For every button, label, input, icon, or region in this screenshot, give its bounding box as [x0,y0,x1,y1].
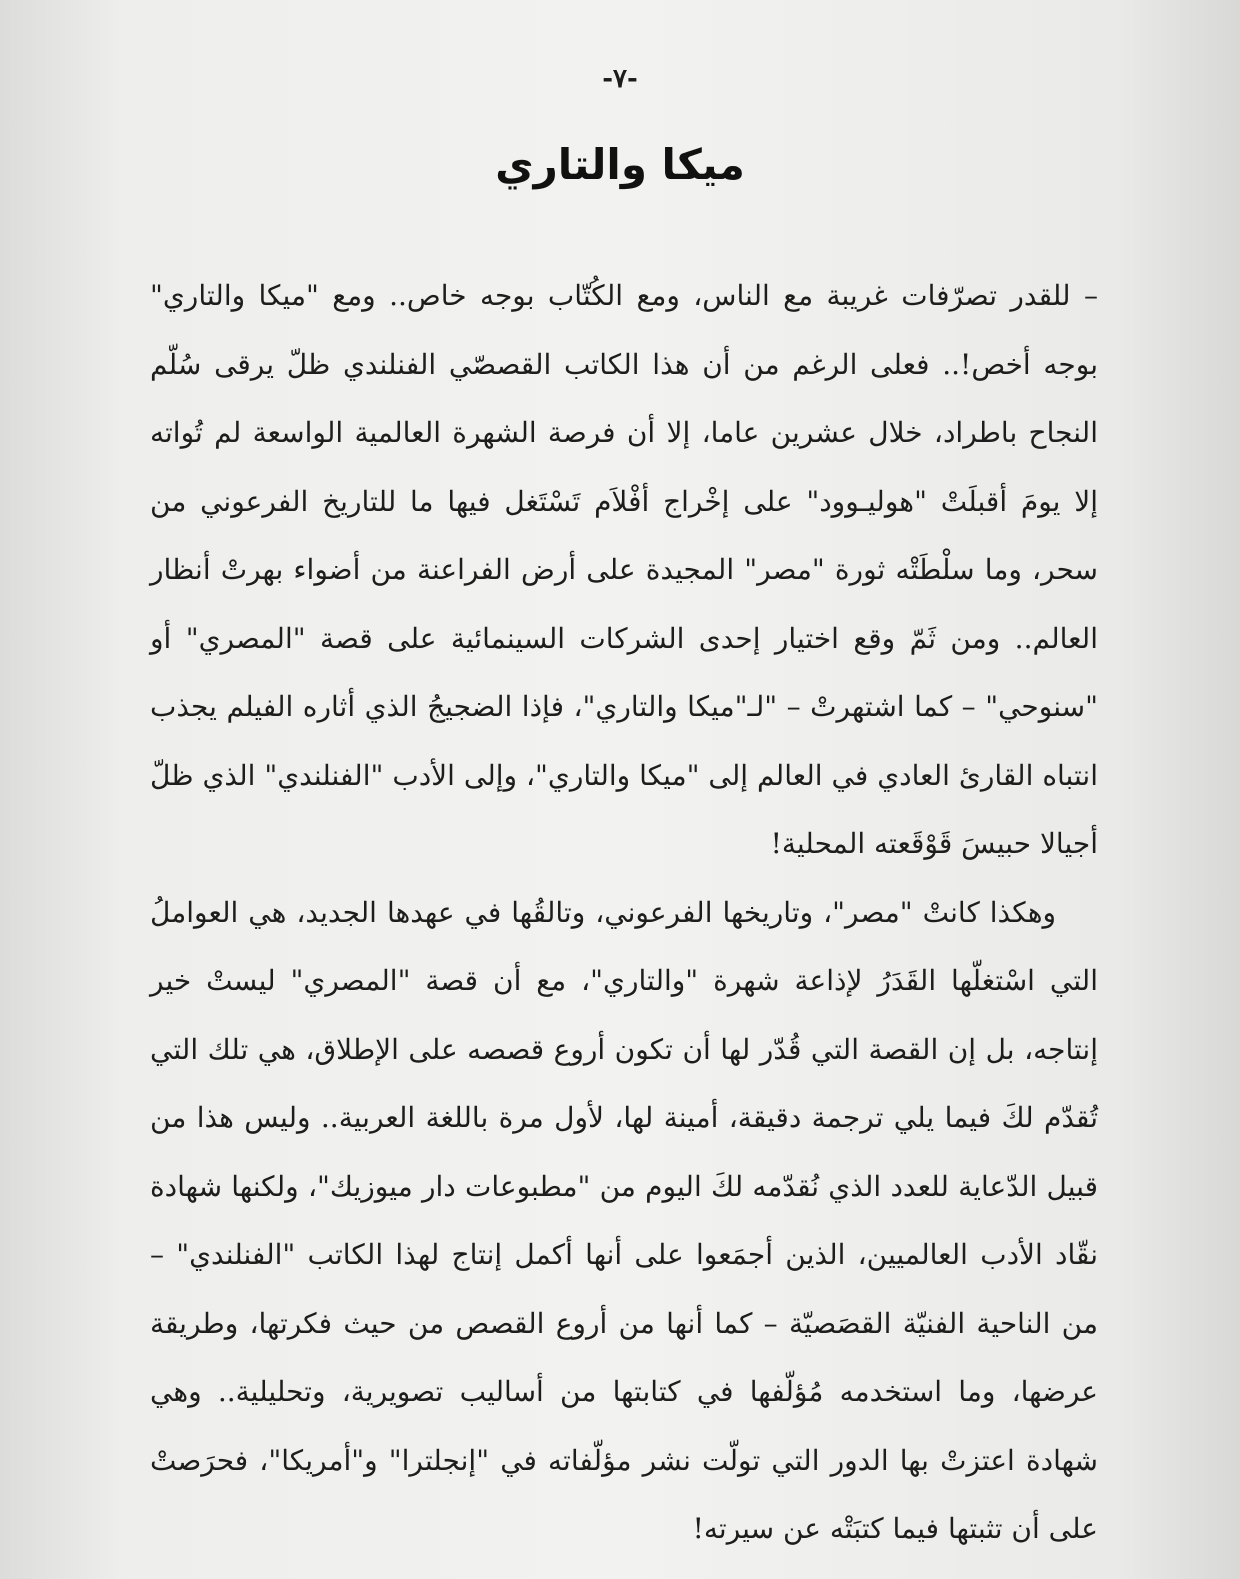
page-number: -٧- [602,64,638,94]
chapter-title: ميكا والتاري [495,140,745,189]
body-text [150,262,1098,1564]
paragraph-2: وهكذا كانتْ "مصر"، وتاريخها الفرعوني، وتالقُها في عهدها الجديد، هي العواملُ التي اسْتغلّها القَدَرُ لإذاعة شهرة "والتاري"، مع أن قصة "المصري" ليستْ خير إنتاجه، بل إن القصة التي قُدّر لها أن تكون أروع قصصه على الإطلاق، هي تلك التي تُقدّم لكَ فيما يلي ترجمة دقيقة، أمينة لها، لأول مرة باللغة العربية.. وليس هذا من قبيل الدّعاية للعدد الذي نُقدّمه لكَ اليوم من "مطبوعات دار ميوزيك"، ولكنها شهادة نقّاد الأدب العالميين، الذين أجمَعوا على أنها أكمل إنتاج لهذا الكاتب "الفنلندي" – من الناحية الفنيّة القصَصيّة – كما أنها من أروع القصص من حيث فكرتها، وطريقة عرضها، وما استخدمه مُؤلّفها في كتابتها من أساليب تصويرية، وتحليلية.. وهي شهادة اعتزتْ بها الدور التي تولّت نشر مؤلّفاته في "إنجلترا" و"أمريكا"، فحرَصتْ على أن تثبتها فيما كتبَتْه عن سيرته! [150,895,1098,1545]
paragraph-1: – للقدر تصرّفات غريبة مع الناس، ومع الكُتّاب بوجه خاص.. ومع "ميكا والتاري" بوجه أخص!.. فعلى الرغم من أن هذا الكاتب القصصّي الفنلندي ظلّ يرقى سُلّم النجاح باطراد، خلال عشرين عاما، إلا أن فرصة الشهرة العالمية الواسعة لم تُواته إلا يومَ أقبلَتْ "هوليـوود" على إخْراج أفْلاَم تَسْتَغل فيها ما للتاريخ الفرعوني من سحر، وما سلْطَتْه ثورة "مصر" المجيدة على أرض الفراعنة من أضواء بهرتْ أنظار العالم.. ومن ثَمّ وقع اختيار إحدى الشركات السينمائية على قصة "المصري" أو "سنوحي" – كما اشتهرتْ – "لـ"ميكا والتاري"، فإذا الضجيجُ الذي أثاره الفيلم يجذب انتباه القارئ العادي في العالم إلى "ميكا والتاري"، وإلى الأدب "الفنلندي" الذي ظلّ أجيالا حبيسَ قَوْقَعته المحلية! [150,279,1098,860]
